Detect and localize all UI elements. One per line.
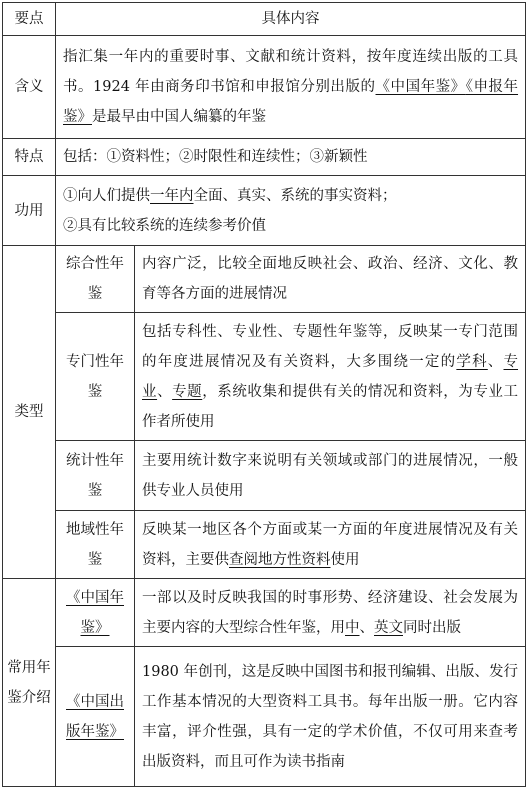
meaning-text-1: 指汇集一年内的重要时事、文献和统计资料，按年度连续出版的工具书。1924 年由商务印书馆和申报馆分别出版的: [63, 49, 518, 95]
china-underline-chinese: 中: [345, 619, 360, 636]
type-regional-name: 地域性年鉴: [56, 511, 135, 579]
special-text-2: ，系统收集和提供有关的情况和资料，为专业工作者所使用: [142, 383, 518, 430]
function-line1-b: 全面、真实、系统的事实资料；: [193, 187, 397, 204]
regional-text-2: 使用: [330, 551, 360, 568]
common-publishing-text: 1980 年创刊，这是反映中国图书和报刊编辑、出版、发行工作基本情况的大型资料工具书。每年出版一册。它内容丰富，评介性强，具有一定的学术价值，不仅可用来查考出版资料，而且可作为读书指南: [135, 647, 526, 787]
type-comprehensive-text: 内容广泛，比较全面地反映社会、政治、经济、文化、教育等各方面的进展情况: [135, 246, 526, 313]
meaning-book-zhongguo: 《中国年鉴》: [375, 79, 466, 95]
type-statistical-text: 主要用统计数字来说明有关领域或部门的进展情况，一般供专业人员使用: [135, 441, 526, 511]
common-publishing-name: 《中国出版年鉴》: [56, 647, 135, 787]
china-underline-english: 英文: [374, 619, 403, 636]
type-comprehensive-name: 综合性年鉴: [56, 246, 135, 313]
type-statistical-name: 统计性年鉴: [56, 441, 135, 511]
yearbook-table: [2, 2, 526, 787]
header-row: [3, 3, 526, 36]
special-underline-major: 专业: [142, 353, 519, 400]
type-special-name: 专门性年鉴: [56, 313, 135, 441]
meaning-text-2: 是最早由中国人编纂的年鉴: [92, 109, 266, 125]
common-china-text: [135, 579, 526, 647]
row-type-statistical: [3, 441, 526, 511]
special-text-1: 包括专科性、专业性、专题性年鉴等，反映某一专门范围的年度进展情况及有关资料，大多围绕一定的: [142, 323, 518, 370]
china-sep: 、: [359, 619, 374, 636]
function-line2: ②具有比较系统的连续参考价值: [63, 217, 266, 234]
function-content: [56, 176, 526, 246]
china-text-1: 一部以及时反映我国的时事形势、经济建设、社会发展为主要内容的大型综合性年鉴，用: [142, 589, 518, 636]
special-underline-discipline: 学科: [456, 353, 488, 370]
meaning-book-shenbao: 《申报年鉴》: [63, 79, 519, 125]
row-type-regional: [3, 511, 526, 579]
row-common-china: [3, 579, 526, 647]
features-content: 包括：①资料性；②时限性和连续性；③新颖性: [56, 139, 526, 176]
row-common-publishing: [3, 647, 526, 787]
common-china-name: 《中国年鉴》: [56, 579, 135, 647]
label-types: 类型: [3, 246, 56, 579]
row-type-comprehensive: [3, 246, 526, 313]
label-features: 特点: [3, 139, 56, 176]
type-special-text: [135, 313, 526, 441]
function-line1-a: ①向人们提供: [63, 187, 150, 204]
function-line1-underlined: 一年内: [150, 187, 194, 204]
row-function: [3, 176, 526, 246]
label-function: 功用: [3, 176, 56, 246]
row-type-special: [3, 313, 526, 441]
special-sep-1: 、: [487, 353, 504, 370]
header-content: 具体内容: [56, 3, 526, 36]
label-common: 常用年鉴介绍: [3, 579, 56, 787]
label-meaning: 含义: [3, 36, 56, 139]
china-text-2: 同时出版: [403, 619, 461, 636]
regional-underline: 查阅地方性资料: [229, 551, 331, 568]
type-regional-text: [135, 511, 526, 579]
row-meaning: [3, 36, 526, 139]
special-underline-topic: 专题: [172, 383, 203, 400]
meaning-content: [56, 36, 526, 139]
row-features: [3, 139, 526, 176]
regional-text-1: 反映某一地区各个方面或某一方面的年度进展情况及有关资料，主要供: [142, 521, 518, 568]
special-sep-2: 、: [157, 383, 173, 400]
header-key-point: 要点: [3, 3, 56, 36]
